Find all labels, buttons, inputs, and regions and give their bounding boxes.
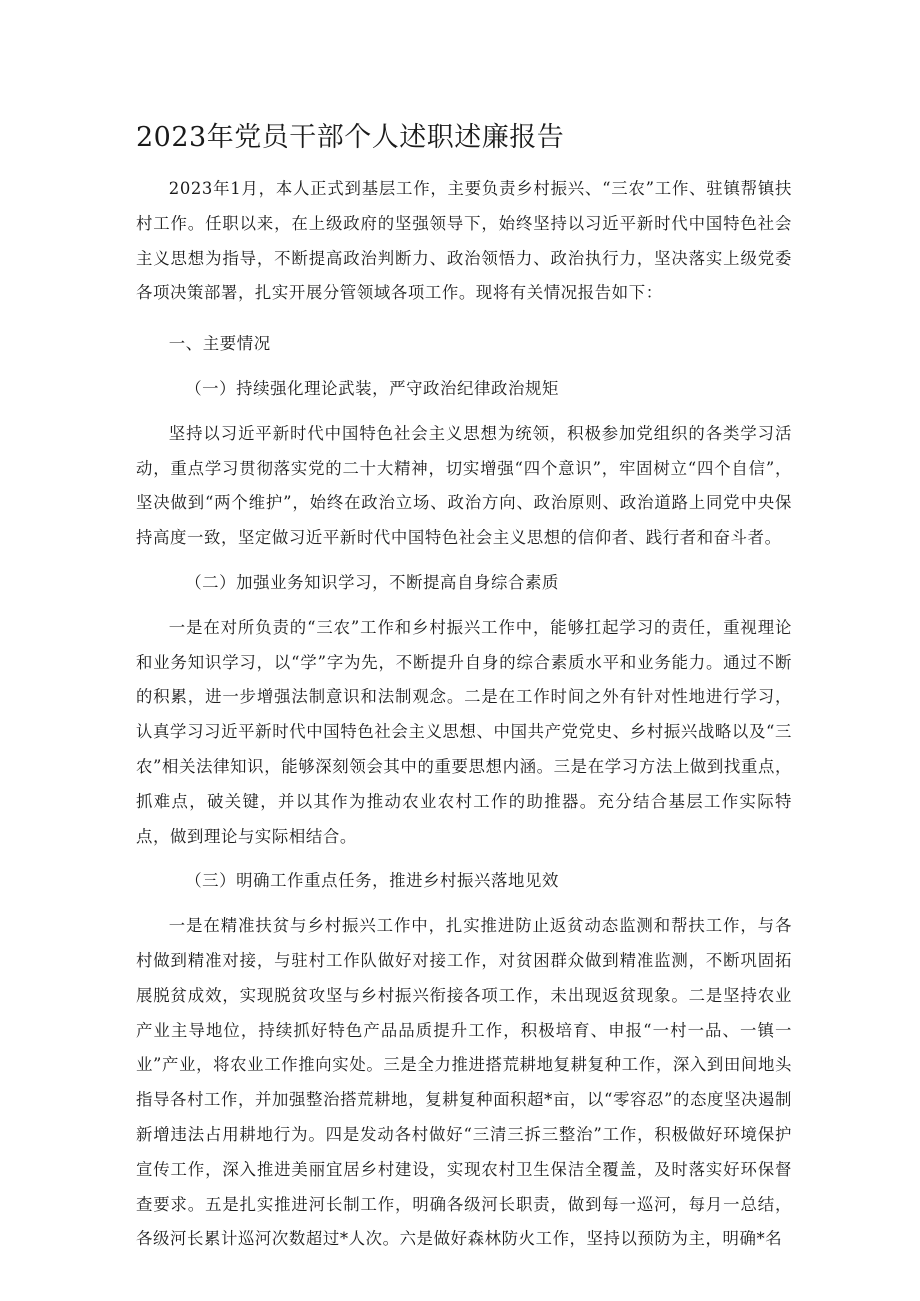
subsection-heading-1: （一）持续强化理论武装，严守政治纪律政治规矩 <box>185 378 559 398</box>
subsection-heading-3: （三）明确工作重点任务，推进乡村振兴落地见效 <box>185 871 559 891</box>
subsection-paragraph-3: 一是在精准扶贫与乡村振兴工作中，扎实推进防止返贫动态监测和帮扶工作，与各村做到精准对接，与驻村工作队做好对接工作，对贫困群众做到精准监测，不断巩固拓展脱贫成效，实现脱贫攻坚与乡村振兴衔接各项工作，未出现返贫现象。二是坚持农业产业主导地位，持续抓好特色产品品质提升工作，积极培育、申报“一村一品、一镇一业”产业，将农业工作推向实处。三是全力推进搭荒耕地复耕复种工作，深入到田间地头指导各村工作，并加强整治搭荒耕地，复耕复种面积超*亩，以“零容忍”的态度坚决遏制新增违法占用耕地行为。四是发动各村做好“三清三拆三整治”工作，积极做好环境保护宣传工作，深入推进美丽宜居乡村建设，实现农村卫生保洁全覆盖，及时落实好环保督查要求。五是扎实推进河长制工作，明确各级河长职责，做到每一巡河，每月一总结，各级河长累计巡河次数超过*人次。六是做好森林防火工作，坚持以预防为主，明确*名 <box>136 916 792 1249</box>
document-title: 2023年党员干部个人述职述廉报告 <box>136 122 565 153</box>
subsection-heading-2: （二）加强业务知识学习，不断提高自身综合素质 <box>185 572 559 592</box>
intro-paragraph: 2023年1月，本人正式到基层工作，主要负责乡村振兴、“三农”工作、驻镇帮镇扶村工作。任职以来，在上级政府的坚强领导下，始终坚持以习近平新时代中国特色社会主义思想为指导，不断提高政治判断力、政治领悟力、政治执行力，坚决落实上级党委各项决策部署，扎实开展分管领域各项工作。现将有关情况报告如下： <box>136 179 792 303</box>
subsection-paragraph-2: 一是在对所负责的“三农”工作和乡村振兴工作中，能够扛起学习的责任，重视理论和业务知识学习，以“学”字为先，不断提升自身的综合素质水平和业务能力。通过不断的积累，进一步增强法制意识和法制观念。二是在工作时间之外有针对性地进行学习，认真学习习近平新时代中国特色社会主义思想、中国共产党党史、乡村振兴战略以及“三农”相关法律知识，能够深刻领会其中的重要思想内涵。三是在学习方法上做到找重点，抓难点，破关键，并以其作为推动农业农村工作的助推器。充分结合基层工作实际特点，做到理论与实际相结合。 <box>136 617 792 846</box>
subsection-paragraph-1: 坚持以习近平新时代中国特色社会主义思想为统领，积极参加党组织的各类学习活动，重点学习贯彻落实党的二十大精神，切实增强“四个意识”，牢固树立“四个自信”，坚决做到“两个维护”，始终在政治立场、政治方向、政治原则、政治道路上同党中央保持高度一致，坚定做习近平新时代中国特色社会主义思想的信仰者、践行者和奋斗者。 <box>136 423 792 548</box>
section-heading-main-situation: 一、主要情况 <box>168 334 271 354</box>
document-body <box>136 172 792 1257</box>
